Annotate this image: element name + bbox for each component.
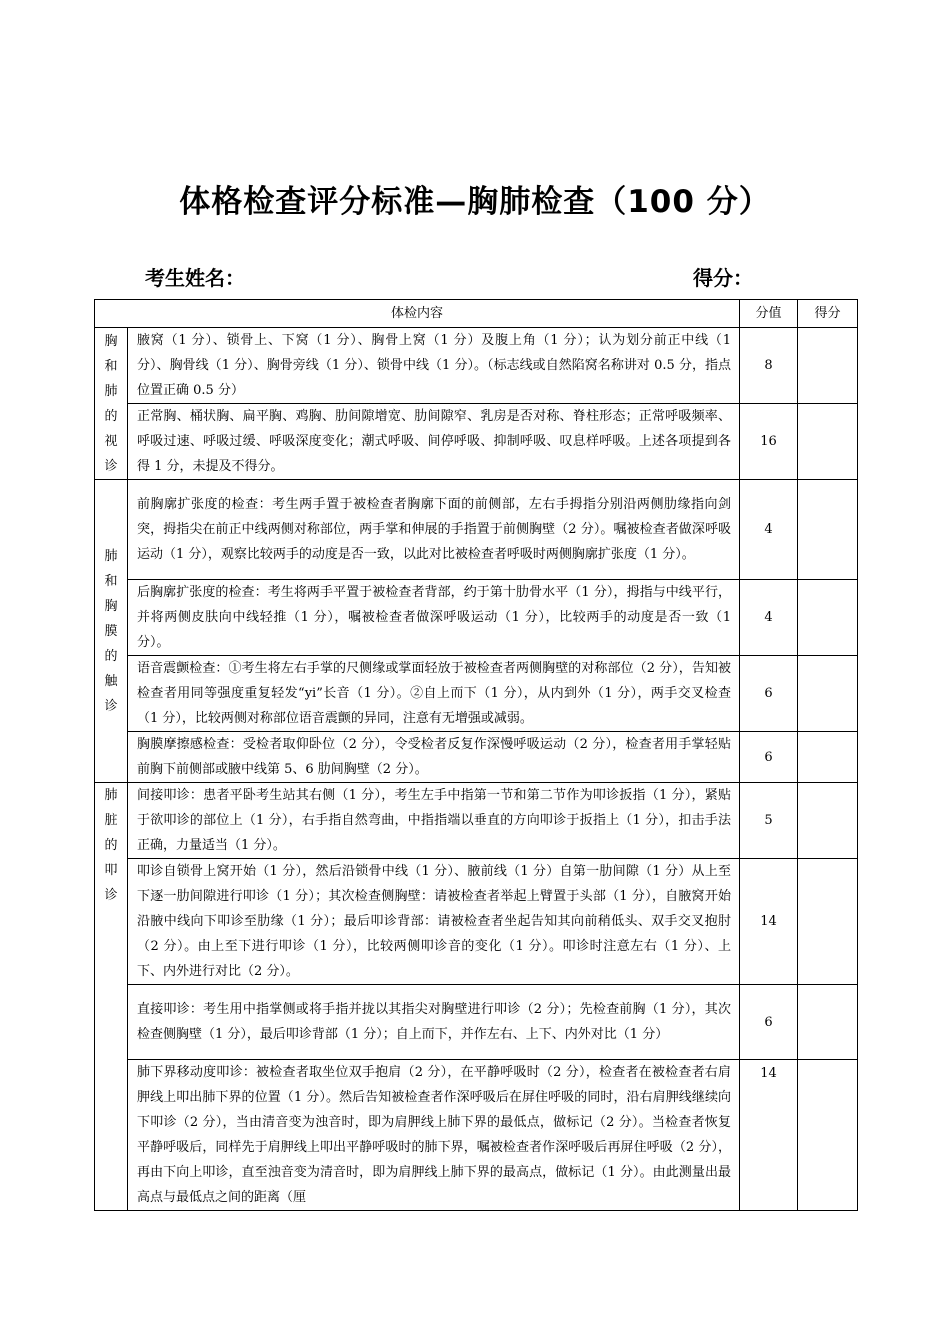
header-points: 分值 <box>740 300 798 328</box>
score-cell[interactable] <box>798 328 858 404</box>
category-label: 肺和胸膜的触诊 <box>104 548 118 714</box>
score-cell[interactable] <box>798 1060 858 1211</box>
candidate-name-label: 考生姓名： <box>145 266 245 290</box>
table-row <box>95 859 858 985</box>
points-cell: 8 <box>740 328 798 404</box>
header-content: 体检内容 <box>95 300 740 328</box>
points-cell: 16 <box>740 404 798 480</box>
table-row <box>95 480 858 580</box>
content-cell: 间接叩诊：患者平卧考生站其右侧（1 分），考生左手中指第一节和第二节作为叩诊扳指（1 分），紧贴于欲叩诊的部位上（1 分），右手指自然弯曲，中指指端以垂直的方向叩诊于扳指上（1 分），扣击手法正确，力量适当（1 分）。 <box>128 783 740 859</box>
table-row <box>95 580 858 656</box>
content-cell: 肺下界移动度叩诊：被检查者取坐位双手抱肩（2 分），在平静呼吸时（2 分），检查者在被检查者右肩胛线上叩出肺下界的位置（1 分）。然后告知被检查者作深呼吸后在屏住呼吸的同时，沿右肩胛线继续向下叩诊（2 分），当由清音变为浊音时，即为肩胛线上肺下界的最低点，做标记（2 分）。当检查者恢复平静呼吸后，同样先于肩胛线上叩出平静呼吸时的肺下界，嘱被检查者作深呼吸后再屏住呼吸（2 分），再由下向上叩诊，直至浊音变为清音时，即为肩胛线上肺下界的最高点，做标记（1 分）。由此测量出最高点与最低点之间的距离（厘 <box>128 1060 740 1211</box>
category-label: 肺脏的叩诊 <box>104 788 118 903</box>
points-cell: 14 <box>740 859 798 985</box>
header-score: 得分 <box>798 300 858 328</box>
score-cell[interactable] <box>798 783 858 859</box>
content-cell: 前胸廓扩张度的检查：考生两手置于被检查者胸廓下面的前侧部，左右手拇指分别沿两侧肋缘指向剑突，拇指尖在前正中线两侧对称部位，两手掌和伸展的手指置于前侧胸壁（2 分）。嘱被检查者做深呼吸运动（1 分），观察比较两手的动度是否一致，以此对比被检查者呼吸时两侧胸廓扩张度（1 分）。 <box>128 480 740 580</box>
content-cell: 正常胸、桶状胸、扁平胸、鸡胸、肋间隙增宽、肋间隙窄、乳房是否对称、脊柱形态；正常呼吸频率、呼吸过速、呼吸过缓、呼吸深度变化；潮式呼吸、间停呼吸、抑制呼吸、叹息样呼吸。上述各项提到各得 1 分，未提及不得分。 <box>128 404 740 480</box>
content-cell: 后胸廓扩张度的检查：考生将两手平置于被检查者背部，约于第十肋骨水平（1 分），拇指与中线平行，并将两侧皮肤向中线轻推（1 分），嘱被检查者做深呼吸运动（1 分），比较两手的动度是否一致（1 分）。 <box>128 580 740 656</box>
score-cell[interactable] <box>798 656 858 732</box>
score-cell[interactable] <box>798 732 858 783</box>
table-row <box>95 985 858 1060</box>
points-cell: 5 <box>740 783 798 859</box>
score-cell[interactable] <box>798 859 858 985</box>
points-cell: 4 <box>740 480 798 580</box>
category-cell <box>95 783 128 1211</box>
score-cell[interactable] <box>798 404 858 480</box>
score-cell[interactable] <box>798 580 858 656</box>
content-cell: 胸膜摩擦感检查：受检者取仰卧位（2 分），令受检者反复作深慢呼吸运动（2 分），检查者用手掌轻贴前胸下前侧部或腋中线第 5、6 肋间胸壁（2 分）。 <box>128 732 740 783</box>
table-header-row <box>95 300 858 328</box>
category-cell <box>95 480 128 783</box>
table-row <box>95 404 858 480</box>
scoring-table <box>94 299 858 1211</box>
points-cell: 6 <box>740 732 798 783</box>
table-row <box>95 1060 858 1211</box>
category-label: 胸和肺的视诊 <box>104 333 118 474</box>
score-label: 得分： <box>693 266 753 290</box>
content-cell: 叩诊自锁骨上窝开始（1 分），然后沿锁骨中线（1 分）、腋前线（1 分）自第一肋间隙（1 分）从上至下逐一肋间隙进行叩诊（1 分）；其次检查侧胸壁：请被检查者举起上臂置于头部（1 分），自腋窝开始沿腋中线向下叩诊至肋缘（1 分）；最后叩诊背部：请被检查者坐起告知其向前稍低头、双手交叉抱肘（2 分）。由上至下进行叩诊（1 分），比较两侧叩诊音的变化（1 分）。叩诊时注意左右（1 分）、上下、内外进行对比（2 分）。 <box>128 859 740 985</box>
content-cell: 直接叩诊：考生用中指掌侧或将手指并拢以其指尖对胸壁进行叩诊（2 分）；先检查前胸（1 分），其次检查侧胸壁（1 分），最后叩诊背部（1 分）；自上而下，并作左右、上下、内外对比（1 分） <box>128 985 740 1060</box>
table-row <box>95 732 858 783</box>
score-cell[interactable] <box>798 985 858 1060</box>
content-cell: 语音震颤检查：①考生将左右手掌的尺侧缘或掌面轻放于被检查者两侧胸壁的对称部位（2 分），告知被检查者用同等强度重复轻发“yi”长音（1 分）。②自上而下（1 分），从内到外（1 分），两手交叉检查（1 分），比较两侧对称部位语音震颤的异同，注意有无增强或减弱。 <box>128 656 740 732</box>
table-row <box>95 783 858 859</box>
points-cell: 6 <box>740 985 798 1060</box>
score-cell[interactable] <box>798 480 858 580</box>
points-cell: 6 <box>740 656 798 732</box>
page-title: 体格检查评分标准—胸肺检查（100 分） <box>179 184 771 220</box>
content-cell: 腋窝（1 分）、锁骨上、下窝（1 分）、胸骨上窝（1 分）及腹上角（1 分）；认为划分前正中线（1 分）、胸骨线（1 分）、胸骨旁线（1 分）、锁骨中线（1 分）。（标志线或自然陷窝名称讲对 0.5 分，指点位置正确 0.5 分） <box>128 328 740 404</box>
table-row <box>95 328 858 404</box>
table-row <box>95 656 858 732</box>
points-cell: 4 <box>740 580 798 656</box>
category-cell <box>95 328 128 480</box>
points-cell: 14 <box>740 1060 798 1211</box>
